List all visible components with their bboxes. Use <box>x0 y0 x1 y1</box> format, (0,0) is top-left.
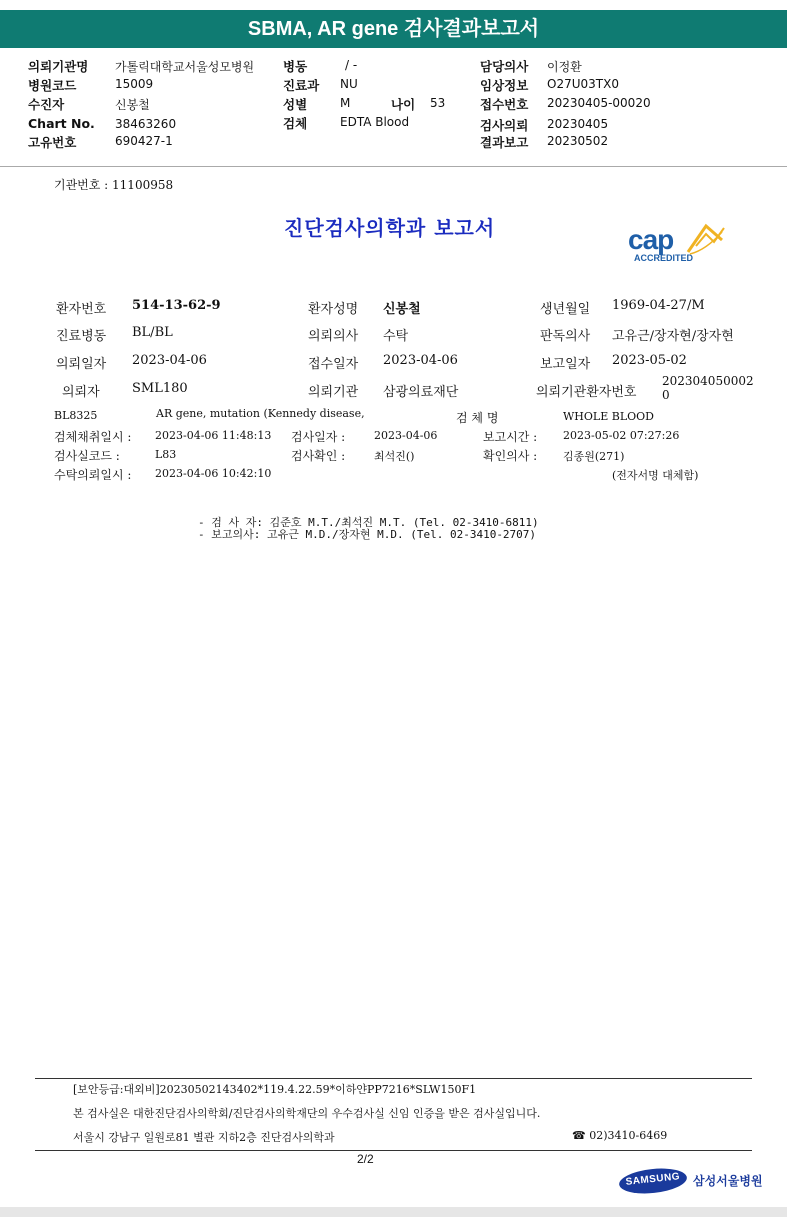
test-label: 검사실코드 : <box>54 449 120 463</box>
info-label: 환자번호 <box>56 302 107 317</box>
test-value: 2023-04-06 <box>374 429 438 442</box>
header-value: 690427-1 <box>115 134 173 148</box>
footer-top-divider <box>35 1078 752 1079</box>
header-value: 20230405 <box>547 117 609 131</box>
header-value: NU <box>340 77 358 91</box>
test-label: 보고시간 : <box>483 430 538 444</box>
info-label: 의뢰일자 <box>56 357 107 372</box>
info-label: 의뢰자 <box>62 385 100 400</box>
cap-logo-text: cap <box>628 224 674 255</box>
header-label: 결과보고 <box>480 135 529 150</box>
header-value: 15009 <box>115 77 154 91</box>
info-value: 고유근/장자현/장자현 <box>612 329 734 344</box>
info-label: 환자성명 <box>308 302 359 317</box>
header-divider <box>0 166 787 167</box>
header-label: 접수번호 <box>480 97 529 112</box>
reporter-line: - 보고의사: 고유근 M.D./장자현 M.D. (Tel. 02-3410-2707) <box>198 528 537 541</box>
test-value: 2023-04-06 10:42:10 <box>155 467 272 480</box>
lab-address: 서울시 강남구 일원로81 별관 지하2층 진단검사의학과 <box>73 1131 335 1144</box>
test-value: 김종원(271) <box>563 450 625 463</box>
tester-line: - 검 사 자: 김준호 M.T./최석진 M.T. (Tel. 02-3410-6811) <box>198 516 539 529</box>
test-label: 확인의사 : <box>483 449 538 463</box>
institution-number: 기관번호 : 11100958 <box>54 178 174 192</box>
hospital-name-logo: 삼성서울병원 <box>693 1174 763 1188</box>
test-label: 수탁의뢰일시 : <box>54 468 132 482</box>
test-value: 2023-05-02 07:27:26 <box>563 429 680 442</box>
test-code: BL8325 <box>54 409 98 422</box>
header-value: 38463260 <box>115 117 177 131</box>
patient-name: 신봉철 <box>383 302 421 317</box>
test-label: 검사확인 : <box>291 449 346 463</box>
info-value: 2023-04-06 <box>132 353 207 368</box>
header-label: 의뢰기관명 <box>28 59 89 74</box>
patient-number: 514-13-62-9 <box>132 298 221 313</box>
test-label: 검체채취일시 : <box>54 430 132 444</box>
report-title-bar: SBMA, AR gene 검사결과보고서 <box>0 10 787 48</box>
info-label: 판독의사 <box>540 329 591 344</box>
footer-bottom-divider <box>35 1150 752 1151</box>
info-label: 의뢰의사 <box>308 329 359 344</box>
info-label: 생년월일 <box>540 302 591 317</box>
header-value: / - <box>345 58 358 72</box>
test-label: 검사일자 : <box>291 430 346 444</box>
header-label: 고유번호 <box>28 135 77 150</box>
samsung-logo <box>618 1166 688 1197</box>
header-value: 20230502 <box>547 134 609 148</box>
header-value: 이정환 <box>547 60 582 74</box>
age-label: 나이 <box>391 97 416 112</box>
info-value: 2023-05-02 <box>612 353 687 368</box>
header-value: EDTA Blood <box>340 115 410 129</box>
page-bottom-bar <box>0 1207 787 1217</box>
certification-note: 본 검사실은 대한진단검사의학회/진단검사의학재단의 우수검사실 신임 인증을 받은 검사실입니다. <box>73 1107 541 1120</box>
info-value: SML180 <box>132 381 188 396</box>
cap-logo-subtext: ACCREDITED <box>634 253 694 263</box>
test-value: 최석진() <box>374 450 415 463</box>
info-value: 202304050002 <box>662 374 754 388</box>
info-label: 접수일자 <box>308 357 359 372</box>
specimen-value: WHOLE BLOOD <box>563 410 654 423</box>
header-value: 가톨릭대학교서울성모병원 <box>115 60 255 74</box>
age-value: 53 <box>430 96 446 110</box>
header-label: 진료과 <box>283 78 320 93</box>
info-label: 진료병동 <box>56 329 107 344</box>
samsung-logo-text: SAMSUNG <box>625 1171 681 1188</box>
test-name: AR gene, mutation (Kennedy disease, <box>156 407 365 420</box>
info-value: 수탁 <box>383 329 409 344</box>
header-label: 담당의사 <box>480 59 529 74</box>
header-value: O27U03TX0 <box>547 77 619 91</box>
header-label: 검체 <box>283 116 308 131</box>
header-value: 신봉철 <box>115 98 150 112</box>
birth-date: 1969-04-27/M <box>612 298 705 313</box>
header-label: Chart No. <box>28 116 95 131</box>
info-value: 0 <box>662 388 670 402</box>
header-label: 성별 <box>283 97 308 112</box>
test-value: 2023-04-06 11:48:13 <box>155 429 272 442</box>
security-line: [보안등급:대외비]20230502143402*119.4.22.59*이하얀PP7216*SLW150F1 <box>73 1083 477 1096</box>
cap-accredited-logo <box>626 220 730 266</box>
info-value: 2023-04-06 <box>383 353 458 368</box>
header-label: 검사의뢰 <box>480 118 529 133</box>
info-label: 의뢰기관 <box>308 385 359 400</box>
report-heading: 진단검사의학과 보고서 <box>284 216 496 240</box>
info-label: 보고일자 <box>540 357 591 372</box>
lab-phone: ☎ 02)3410-6469 <box>572 1129 668 1142</box>
header-value: 20230405-00020 <box>547 96 651 110</box>
header-label: 병동 <box>283 59 308 74</box>
header-label: 임상정보 <box>480 78 529 93</box>
specimen-label: 검 체 명 <box>456 411 499 425</box>
info-label: 의뢰기관환자번호 <box>536 385 637 400</box>
info-value: BL/BL <box>132 325 173 340</box>
header-label: 수진자 <box>28 97 65 112</box>
info-value: 삼광의료재단 <box>383 385 459 400</box>
header-label: 병원코드 <box>28 78 77 93</box>
electronic-signature-note: (전자서명 대체함) <box>612 469 699 482</box>
header-value: M <box>340 96 351 110</box>
test-value: L83 <box>155 448 177 461</box>
page-number: 2/2 <box>357 1152 374 1166</box>
